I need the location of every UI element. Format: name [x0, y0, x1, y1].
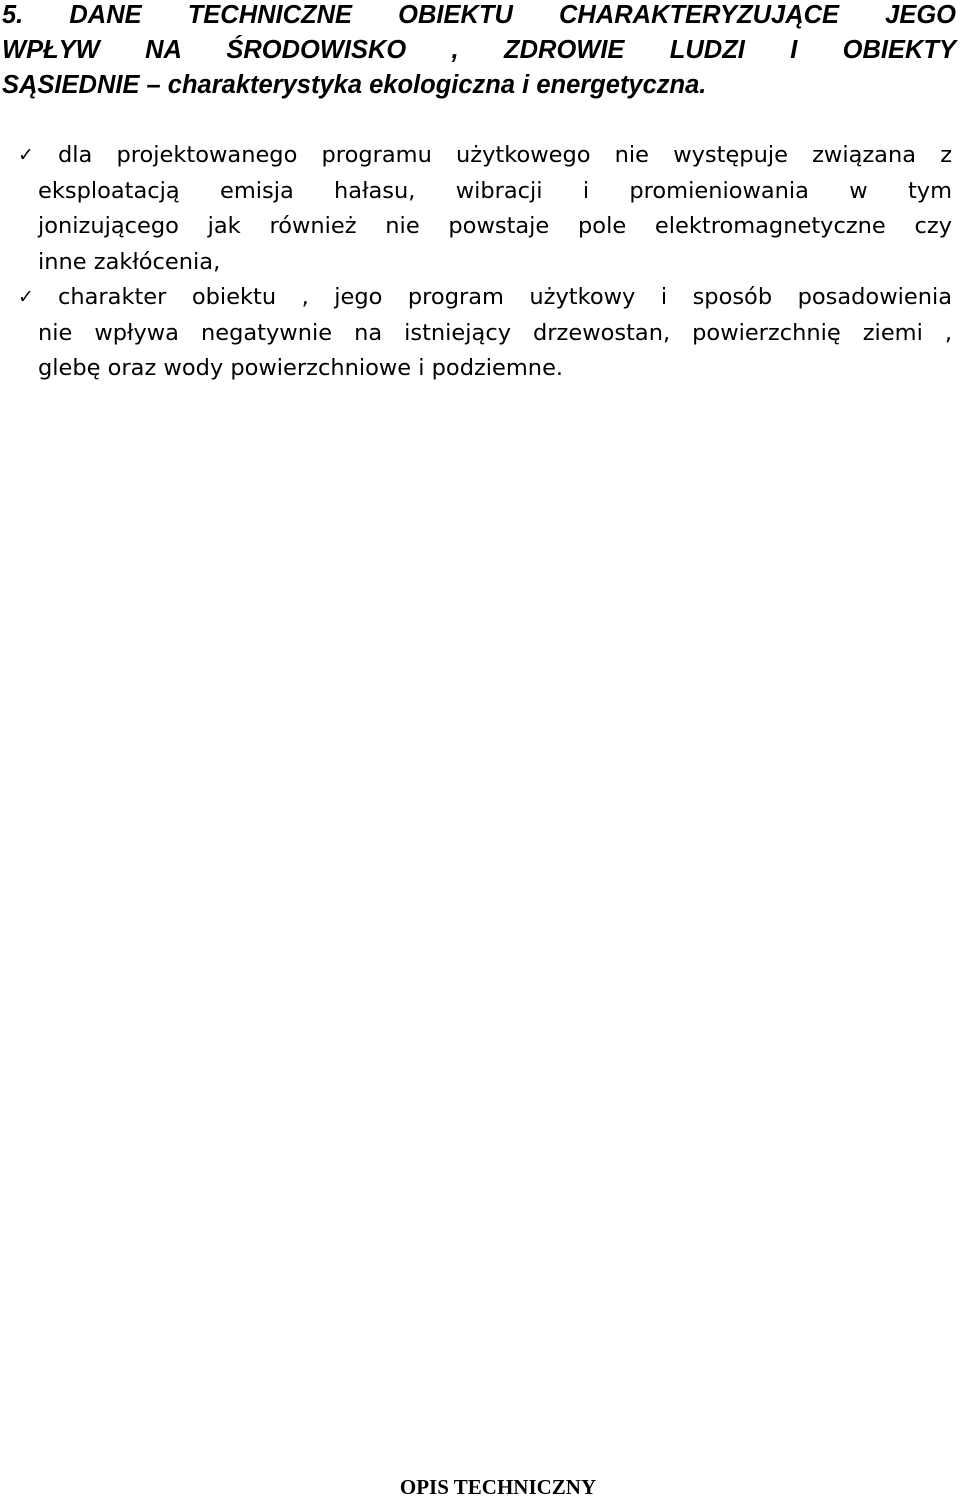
check-icon: ✓: [18, 144, 34, 166]
section-heading: [2, 0, 956, 103]
bullet-item-emissions: [18, 138, 952, 280]
bullet-line: inne zakłócenia,: [38, 248, 221, 275]
bullet-line: jonizującego jak również nie powstaje pole elektromagnetyczne czy: [38, 213, 952, 239]
heading-line: WPŁYW NA ŚRODOWISKO , ZDROWIE LUDZI I OBIEKTY: [2, 36, 956, 64]
heading-line: SĄSIEDNIE – charakterystyka ekologiczna i energetyczna.: [2, 71, 707, 99]
page-footer: OPIS TECHNICZNY: [399, 1475, 597, 1499]
bullet-line: glebę oraz wody powierzchniowe i podziemne.: [38, 355, 564, 381]
heading-line: 5. DANE TECHNICZNE OBIEKTU CHARAKTERYZUJĄCE JEGO: [2, 1, 956, 29]
bullet-line: eksploatacją emisja hałasu, wibracji i promieniowania w tym: [38, 177, 952, 204]
bullet-line: dla projektowanego programu użytkowego nie występuje związana z: [58, 142, 952, 168]
bullet-line: charakter obiektu , jego program użytkowy i sposób posadowienia: [58, 284, 952, 310]
bullet-list: [18, 138, 952, 387]
bullet-item-environment: [18, 280, 952, 387]
check-icon: ✓: [18, 286, 34, 308]
bullet-line: nie wpływa negatywnie na istniejący drzewostan, powierzchnię ziemi ,: [38, 319, 952, 346]
